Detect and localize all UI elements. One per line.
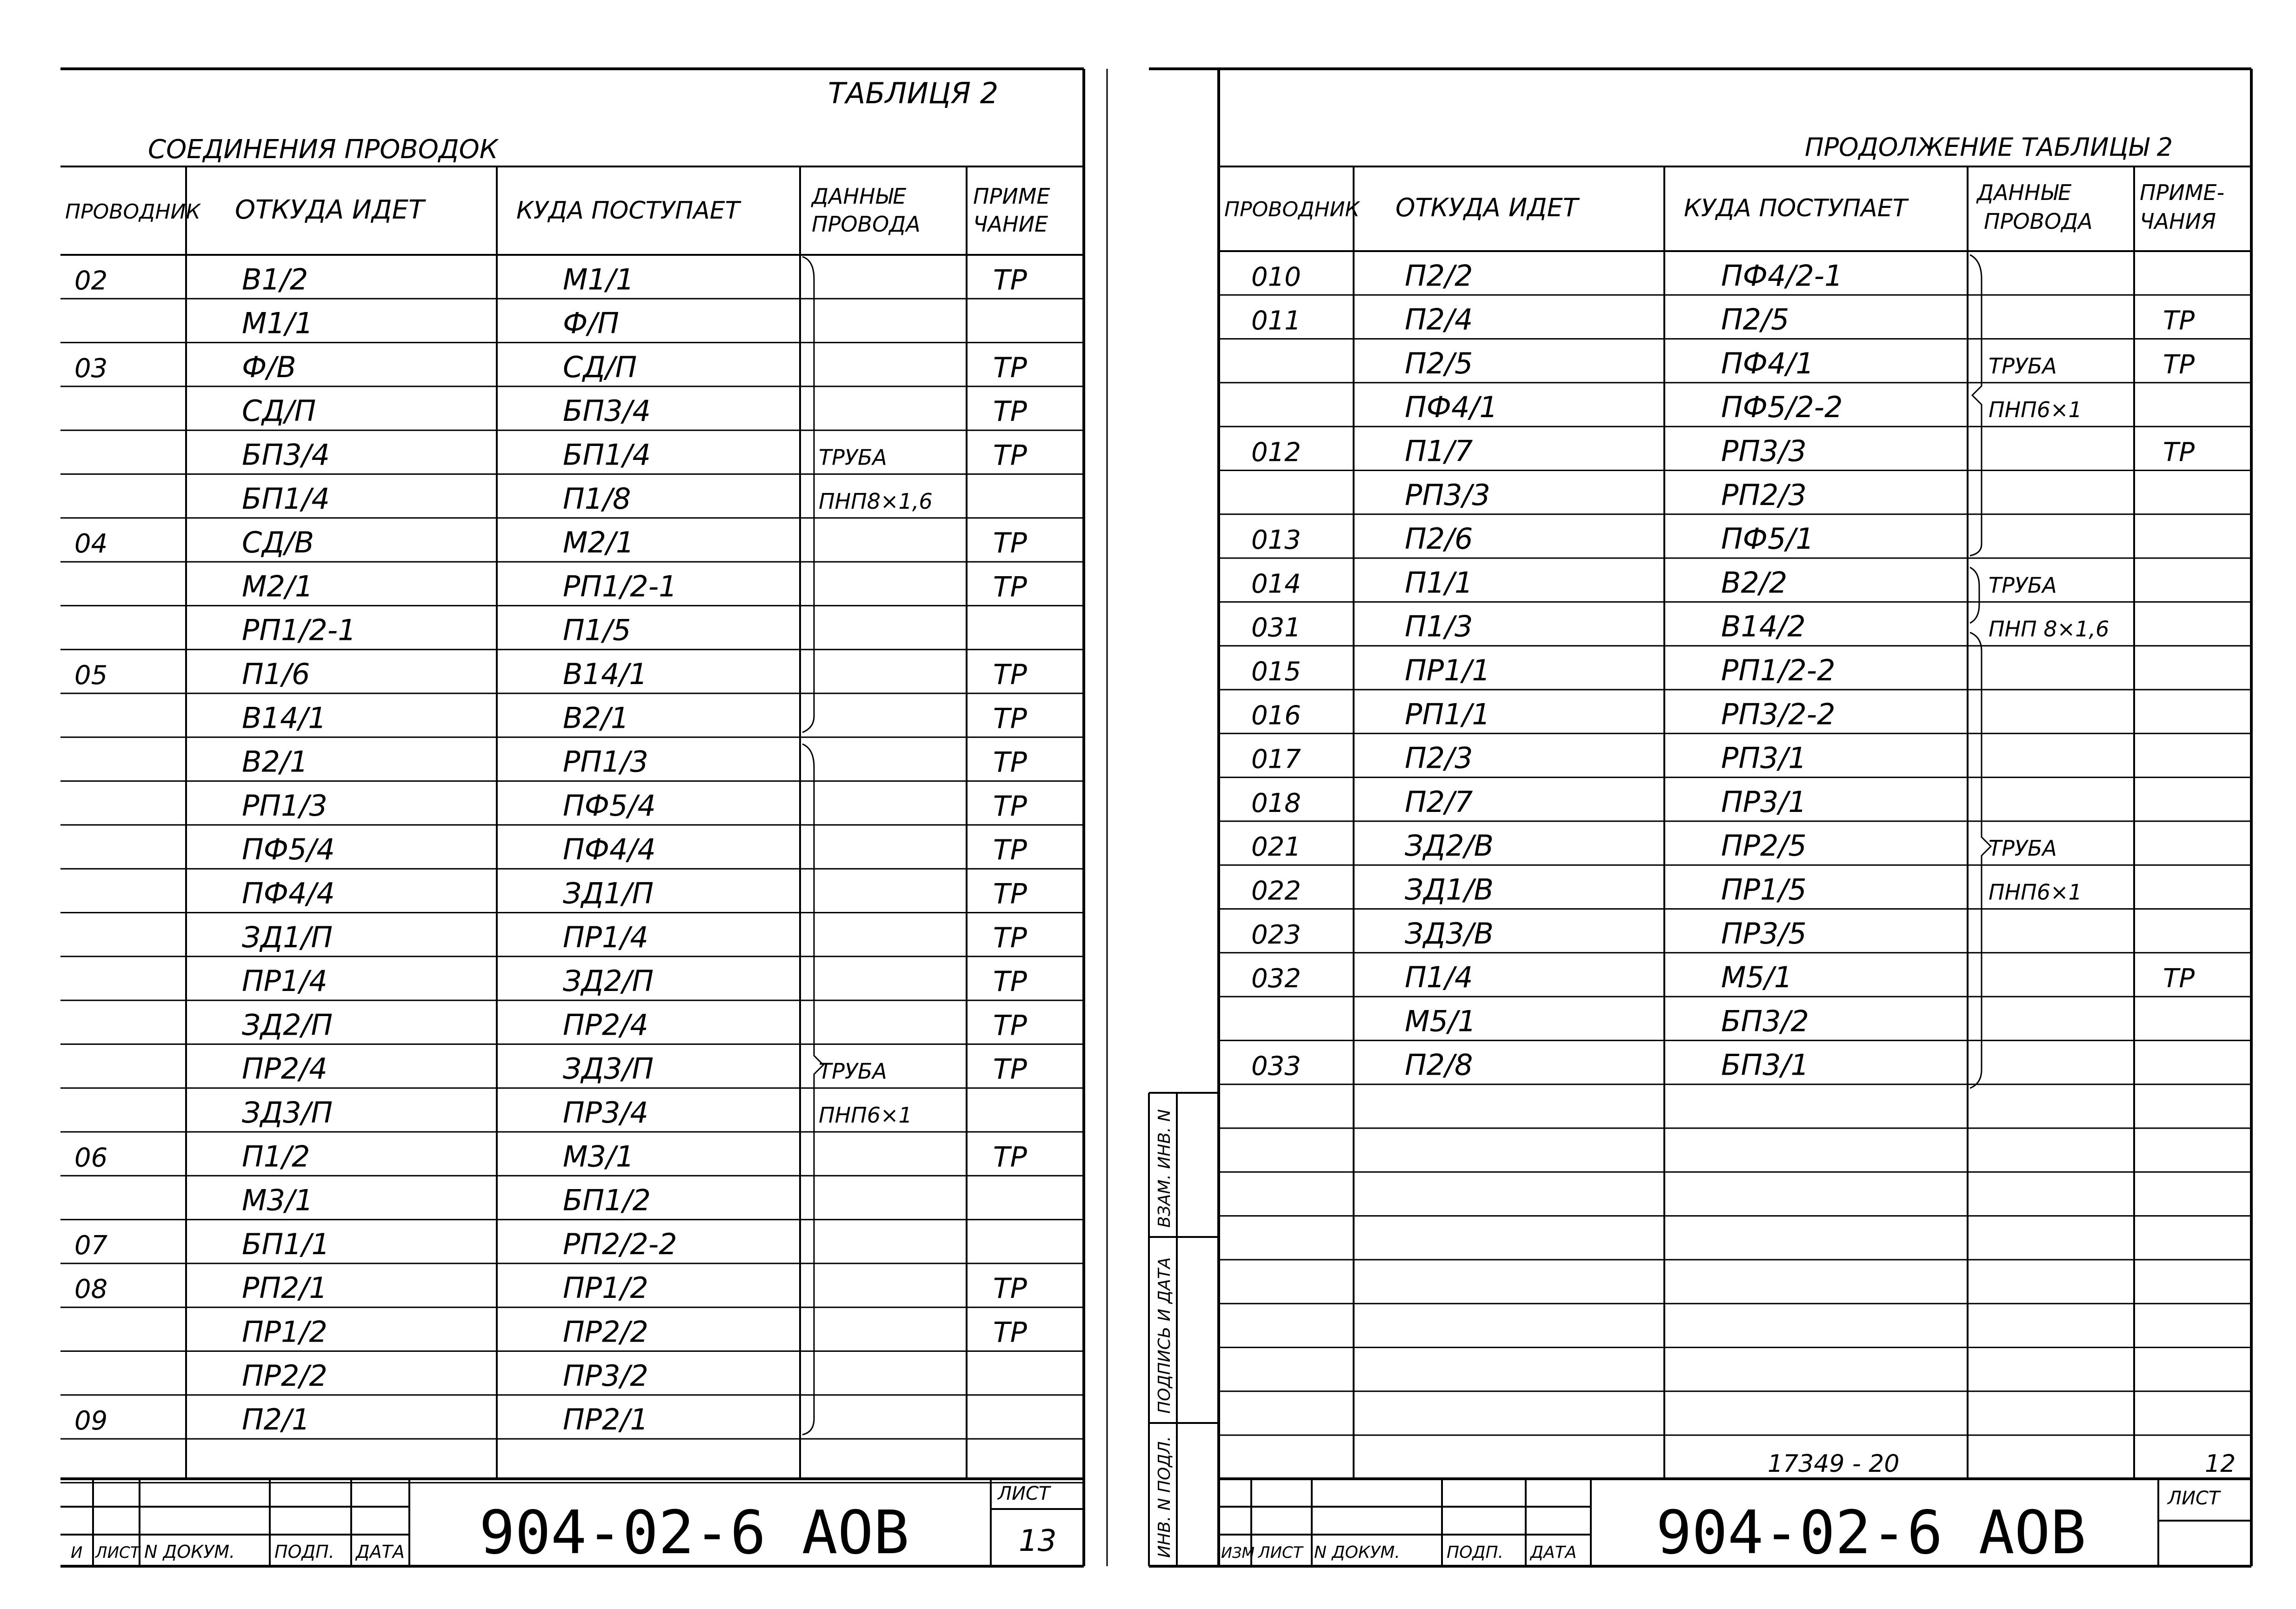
cell-note: ТР <box>993 702 1027 735</box>
cell-conductor: 05 <box>74 660 108 691</box>
right-page <box>1149 69 2251 1568</box>
cell-to: В14/2 <box>1721 609 1806 644</box>
cell-conductor: 012 <box>1251 437 1301 468</box>
cell-note: ТР <box>993 965 1027 998</box>
cell-to: ПФ5/4 <box>563 788 656 823</box>
cell-from: ПФ4/4 <box>242 876 335 911</box>
cell-to: ПР2/5 <box>1721 829 1807 863</box>
cell-from: П1/4 <box>1405 960 1473 995</box>
cell-note: ТР <box>993 439 1027 472</box>
header-dannye: ДАННЫЕ <box>1977 180 2072 205</box>
header-dannye: ДАННЫЕ <box>812 184 907 209</box>
cell-to: РП3/2-2 <box>1721 697 1835 731</box>
cell-wire-data: ПНП6×1 <box>819 1103 912 1128</box>
stamp-col-izm: ИЗМ <box>1221 1544 1255 1562</box>
cell-to: РП1/2-1 <box>563 569 677 604</box>
brace-1 <box>802 257 814 732</box>
cell-to: БП3/2 <box>1721 1004 1809 1038</box>
brace-r3 <box>1970 632 1991 1088</box>
stamp-col-izm: И <box>71 1543 83 1562</box>
stamp-col-list: ЛИСТ <box>95 1543 140 1562</box>
cell-to: ПР1/2 <box>563 1271 648 1305</box>
cell-to: ЗД3/П <box>563 1051 654 1086</box>
cell-wire-data: ТРУБА <box>819 1058 887 1084</box>
cell-note: ТР <box>993 1272 1027 1305</box>
cell-note: ТР <box>2163 349 2195 380</box>
stamp-col-doc: N ДОКУМ. <box>1314 1543 1400 1562</box>
cell-conductor: 018 <box>1251 788 1301 818</box>
cell-note: ТР <box>2163 306 2195 336</box>
cell-from: ПФ4/1 <box>1405 390 1498 425</box>
cell-wire-data: ПНП6×1 <box>1989 879 2082 905</box>
cell-to: П2/5 <box>1721 302 1789 337</box>
cell-to: ПФ4/2-1 <box>1721 259 1843 293</box>
brace-2 <box>802 744 823 1435</box>
cell-to: ЗД1/П <box>563 876 654 911</box>
header-provoda: ПРОВОДА <box>1984 209 2093 234</box>
cell-wire-data: ПНП6×1 <box>1989 397 2082 423</box>
cell-wire-data: ПНП 8×1,6 <box>1989 616 2109 642</box>
cell-to: ПР1/5 <box>1721 872 1807 907</box>
cell-conductor: 016 <box>1251 700 1301 731</box>
cell-from: П2/6 <box>1405 522 1473 556</box>
cell-note: ТР <box>993 746 1027 779</box>
cell-from: П2/4 <box>1405 302 1473 337</box>
cell-conductor: 014 <box>1251 569 1301 599</box>
stamp-col-sign: ПОДП. <box>1447 1543 1504 1562</box>
cell-to: М1/1 <box>563 262 634 297</box>
cell-wire-data: ТРУБА <box>1989 353 2057 379</box>
cell-conductor: 023 <box>1251 919 1301 950</box>
cell-conductor: 021 <box>1251 832 1301 863</box>
cell-note: ТР <box>993 527 1027 560</box>
cell-from: П2/3 <box>1405 741 1473 775</box>
stamp-document-code: 904-02-6 АОВ <box>1656 1498 2086 1568</box>
cell-from: БП3/4 <box>242 438 330 472</box>
cell-conductor: 032 <box>1251 964 1301 994</box>
cell-note: ТР <box>993 351 1027 384</box>
cell-from: Ф/В <box>242 350 296 384</box>
cell-note: ТР <box>993 571 1027 604</box>
stamp-sheet-number: 13 <box>1019 1524 1057 1558</box>
stamp-col-sign: ПОДП. <box>274 1542 334 1562</box>
cell-from: П1/7 <box>1405 434 1473 468</box>
cell-from: РП1/1 <box>1405 697 1490 731</box>
cell-from: П1/2 <box>242 1139 310 1174</box>
cell-to: ПФ4/1 <box>1721 346 1814 380</box>
cell-from: БП1/1 <box>242 1227 330 1261</box>
brace-r1 <box>1970 255 1982 556</box>
cell-from: ПФ5/4 <box>242 832 335 867</box>
header-chanie: ЧАНИЕ <box>973 212 1048 237</box>
cell-to: БП3/1 <box>1721 1048 1809 1082</box>
cell-conductor: 015 <box>1251 657 1301 687</box>
header-provoda: ПРОВОДА <box>812 212 921 237</box>
cell-from: ЗД3/В <box>1405 916 1494 951</box>
cell-from: М5/1 <box>1405 1004 1476 1038</box>
stamp-col-list: ЛИСТ <box>1258 1543 1303 1562</box>
cell-from: В1/2 <box>242 262 308 297</box>
footer-number: 17349 - 20 <box>1768 1450 1900 1478</box>
cell-note: ТР <box>993 658 1027 691</box>
cell-note: ТР <box>993 878 1027 911</box>
stamp-col-date: ДАТА <box>1530 1543 1577 1562</box>
cell-to: ПР2/2 <box>563 1315 648 1349</box>
table-title: СОЕДИНЕНИЯ ПРОВОДОК <box>148 134 498 165</box>
header-chaniya: ЧАНИЯ <box>2140 209 2216 234</box>
stamp-sheet-label: ЛИСТ <box>998 1483 1050 1504</box>
cell-from: П1/3 <box>1405 609 1473 644</box>
cell-to: П1/5 <box>563 613 631 647</box>
cell-conductor: 022 <box>1251 876 1301 906</box>
cell-conductor: 031 <box>1251 612 1301 643</box>
cell-conductor: 04 <box>74 529 108 559</box>
cell-conductor: 013 <box>1251 525 1301 556</box>
cell-from: П2/7 <box>1405 785 1473 819</box>
header-prime: ПРИМЕ- <box>2140 180 2225 205</box>
cell-from: П2/5 <box>1405 346 1473 380</box>
cell-conductor: 02 <box>74 266 108 296</box>
cell-to: БП1/4 <box>563 438 651 472</box>
stamp-col-date: ДАТА <box>356 1542 405 1562</box>
cell-note: ТР <box>993 834 1027 867</box>
brace-r2 <box>1970 567 1979 623</box>
header-provodnik: ПРОВОДНИК <box>65 200 200 224</box>
side-label-inv: ИНВ. N ПОДЛ. <box>1155 1436 1174 1558</box>
cell-to: М2/1 <box>563 525 634 560</box>
cell-to: РП1/2-2 <box>1721 653 1835 687</box>
cell-note: ТР <box>993 790 1027 823</box>
cell-from: М2/1 <box>242 569 314 604</box>
cell-wire-data: ПНП8×1,6 <box>819 488 933 514</box>
cell-from: М1/1 <box>242 306 314 340</box>
table-caption: ТАБЛИЦЯ 2 <box>828 76 999 110</box>
cell-from: П2/8 <box>1405 1048 1473 1082</box>
cell-to: РП3/3 <box>1721 434 1807 468</box>
cell-note: ТР <box>2163 437 2195 468</box>
continuation-title: ПРОДОЛЖЕНИЕ ТАБЛИЦЫ 2 <box>1805 133 2173 162</box>
cell-conductor: 07 <box>74 1230 108 1261</box>
cell-note: ТР <box>2163 964 2195 994</box>
cell-to: РП2/2-2 <box>563 1227 677 1261</box>
cell-to: РП3/1 <box>1721 741 1807 775</box>
cell-from: СД/В <box>242 525 314 560</box>
cell-from: РП2/1 <box>242 1271 327 1305</box>
cell-conductor: 09 <box>74 1406 108 1436</box>
cell-conductor: 017 <box>1251 744 1301 775</box>
left-table-body <box>60 262 1084 1483</box>
cell-from: ЗД2/П <box>242 1008 333 1042</box>
cell-to: М5/1 <box>1721 960 1793 995</box>
cell-conductor: 033 <box>1251 1051 1301 1082</box>
cell-to: ПР3/2 <box>563 1358 648 1393</box>
cell-note: ТР <box>993 1053 1027 1086</box>
cell-from: ПР1/1 <box>1405 653 1490 687</box>
cell-to: В2/1 <box>563 701 629 735</box>
cell-from: СД/П <box>242 394 316 428</box>
cell-to: СД/П <box>563 350 637 384</box>
side-label-podpis: ПОДПИСЬ И ДАТА <box>1155 1257 1174 1414</box>
cell-from: ЗД1/П <box>242 920 333 954</box>
cell-to: ПФ4/4 <box>563 832 656 867</box>
cell-to: М3/1 <box>563 1139 634 1174</box>
cell-from: ПР2/4 <box>242 1051 327 1086</box>
cell-from: ПР2/2 <box>242 1358 327 1393</box>
cell-note: ТР <box>993 1141 1027 1174</box>
header-provodnik: ПРОВОДНИК <box>1224 198 1360 221</box>
cell-to: В14/1 <box>563 657 647 691</box>
cell-to: Ф/П <box>563 306 619 340</box>
header-kuda: КУДА ПОСТУПАЕТ <box>1684 194 1908 222</box>
cell-to: ПР2/4 <box>563 1008 648 1042</box>
cell-from: РП3/3 <box>1405 478 1490 512</box>
header-kuda: КУДА ПОСТУПАЕТ <box>516 197 740 225</box>
cell-from: В2/1 <box>242 745 308 779</box>
header-otkuda: ОТКУДА ИДЕТ <box>235 195 425 225</box>
cell-to: ПФ5/1 <box>1721 522 1814 556</box>
cell-to: П1/8 <box>563 481 631 516</box>
cell-from: В14/1 <box>242 701 327 735</box>
cell-conductor: 010 <box>1251 262 1301 293</box>
stamp-document-code: 904-02-6 АОВ <box>479 1498 909 1568</box>
side-label-vzam: ВЗАМ. ИНВ. N <box>1155 1109 1174 1228</box>
cell-from: ЗД2/В <box>1405 829 1494 863</box>
cell-note: ТР <box>993 1316 1027 1349</box>
cell-note: ТР <box>993 264 1027 297</box>
cell-to: ПР3/5 <box>1721 916 1807 951</box>
cell-to: ПР1/4 <box>563 920 648 954</box>
cell-wire-data: ТРУБА <box>1989 836 2057 861</box>
cell-note: ТР <box>993 1009 1027 1042</box>
cell-from: РП1/2-1 <box>242 613 356 647</box>
cell-from: РП1/3 <box>242 788 327 823</box>
left-page <box>60 69 1084 1568</box>
cell-wire-data: ТРУБА <box>819 445 887 470</box>
cell-to: ПФ5/2-2 <box>1721 390 1843 425</box>
cell-from: П2/1 <box>242 1403 310 1437</box>
sheet-number-top: 12 <box>2205 1450 2236 1478</box>
cell-to: В2/2 <box>1721 565 1788 600</box>
cell-conductor: 011 <box>1251 306 1301 336</box>
right-table-body <box>1219 259 2251 1479</box>
cell-to: ПР3/4 <box>563 1096 648 1130</box>
cell-to: ПР3/1 <box>1721 785 1807 819</box>
cell-to: РП2/3 <box>1721 478 1807 512</box>
cell-from: БП1/4 <box>242 481 330 516</box>
cell-from: ЗД1/В <box>1405 872 1494 907</box>
cell-to: БП3/4 <box>563 394 651 428</box>
cell-conductor: 08 <box>74 1274 108 1305</box>
cell-from: П1/1 <box>1405 565 1473 600</box>
cell-from: ПР1/4 <box>242 964 327 998</box>
cell-to: ПР2/1 <box>563 1403 648 1437</box>
cell-from: М3/1 <box>242 1183 314 1217</box>
cell-from: ПР1/2 <box>242 1315 327 1349</box>
cell-wire-data: ТРУБА <box>1989 572 2057 598</box>
cell-from: ЗД3/П <box>242 1096 333 1130</box>
cell-conductor: 06 <box>74 1143 108 1173</box>
header-otkuda: ОТКУДА ИДЕТ <box>1395 193 1578 222</box>
header-prime: ПРИМЕ <box>973 184 1050 209</box>
stamp-sheet-label: ЛИСТ <box>2168 1488 2220 1509</box>
cell-note: ТР <box>993 921 1027 954</box>
cell-to: ЗД2/П <box>563 964 654 998</box>
cell-note: ТР <box>993 395 1027 428</box>
cell-to: БП1/2 <box>563 1183 651 1217</box>
cell-conductor: 03 <box>74 353 108 384</box>
stamp-col-doc: N ДОКУМ. <box>144 1542 235 1562</box>
cell-from: П1/6 <box>242 657 310 691</box>
cell-from: П2/2 <box>1405 259 1473 293</box>
cell-to: РП1/3 <box>563 745 648 779</box>
